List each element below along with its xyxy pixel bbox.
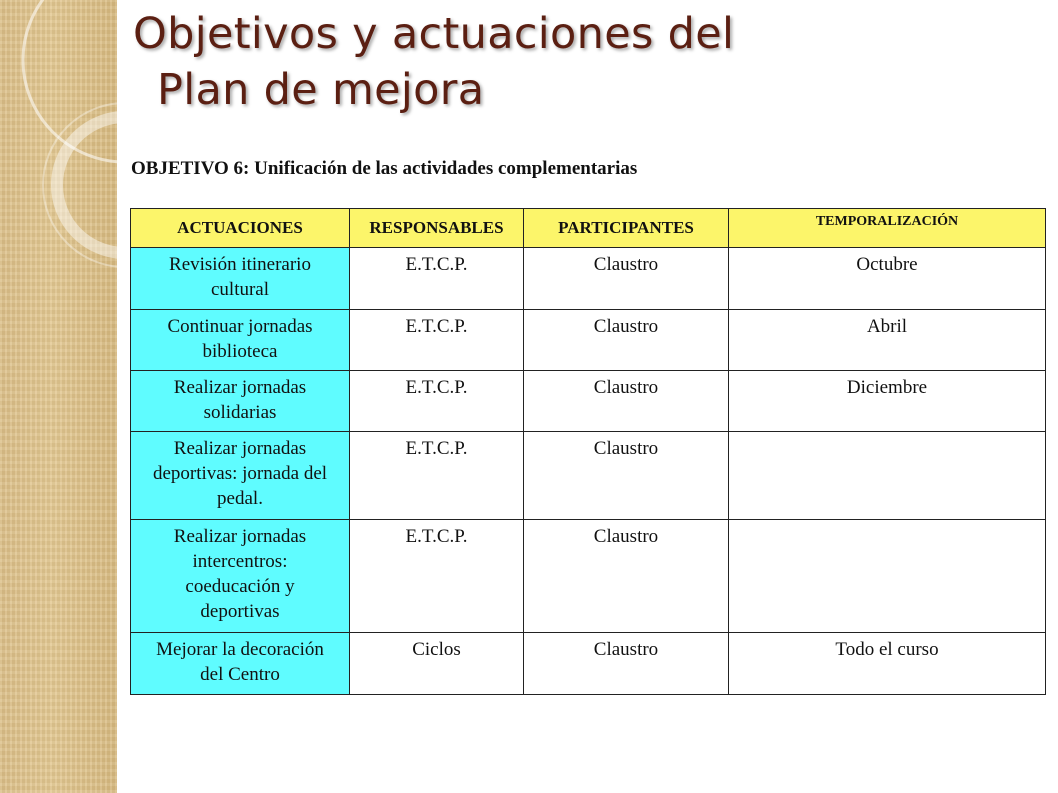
cell-participantes: Claustro — [524, 248, 729, 310]
table-row — [131, 432, 1046, 520]
cell-actuacion — [131, 633, 350, 695]
actuacion-line: Mejorar la decoración — [156, 639, 324, 660]
actuacion-line: Revisión itinerario — [169, 254, 311, 275]
table-row — [131, 248, 1046, 310]
cell-temporalizacion — [729, 520, 1046, 633]
decorative-circles — [0, 0, 117, 793]
cell-actuacion — [131, 248, 350, 310]
actuacion-line: solidarias — [203, 402, 277, 423]
cell-responsables: Ciclos — [350, 633, 524, 695]
actuacion-line: coeducación y — [185, 576, 295, 597]
cell-responsables: E.T.C.P. — [350, 520, 524, 633]
actuacion-line: intercentros: — [192, 551, 288, 572]
objective-heading: OBJETIVO 6: Unificación de las actividades complementarias — [131, 158, 638, 179]
cell-actuacion — [131, 310, 350, 371]
actuacion-line: deportivas — [200, 601, 280, 622]
cell-responsables: E.T.C.P. — [350, 310, 524, 371]
actions-table — [130, 208, 1046, 695]
actuacion-line: Realizar jornadas — [173, 377, 307, 398]
header-participantes: PARTICIPANTES — [524, 209, 729, 248]
actuacion-line: del Centro — [200, 664, 280, 685]
cell-temporalizacion: Octubre — [729, 248, 1046, 310]
cell-participantes: Claustro — [524, 633, 729, 695]
actuacion-line: Realizar jornadas — [173, 438, 307, 459]
cell-temporalizacion: Todo el curso — [729, 633, 1046, 695]
table-row — [131, 520, 1046, 633]
cell-actuacion — [131, 520, 350, 633]
cell-participantes: Claustro — [524, 371, 729, 432]
actuacion-line: Realizar jornadas — [173, 526, 307, 547]
cell-actuacion — [131, 371, 350, 432]
header-row — [131, 209, 1046, 248]
title-line-2: Plan de mejora — [157, 65, 485, 115]
cell-temporalizacion: Abril — [729, 310, 1046, 371]
cell-responsables: E.T.C.P. — [350, 248, 524, 310]
cell-responsables: E.T.C.P. — [350, 432, 524, 520]
cell-temporalizacion — [729, 432, 1046, 520]
cell-participantes: Claustro — [524, 310, 729, 371]
actuacion-line: cultural — [210, 279, 270, 300]
header-responsables: RESPONSABLES — [350, 209, 524, 248]
actuacion-line: biblioteca — [202, 341, 278, 362]
decorative-side-strip — [0, 0, 117, 793]
cell-temporalizacion: Diciembre — [729, 371, 1046, 432]
actuacion-line: deportivas: jornada del — [152, 463, 328, 484]
slide-title — [133, 6, 734, 118]
title-line-1: Objetivos y actuaciones del — [133, 9, 735, 59]
cell-actuacion — [131, 432, 350, 520]
table-row — [131, 310, 1046, 371]
cell-participantes: Claustro — [524, 520, 729, 633]
table-row — [131, 371, 1046, 432]
cell-participantes: Claustro — [524, 432, 729, 520]
header-temporalizacion: TEMPORALIZACIÓN — [729, 209, 1046, 248]
cell-responsables: E.T.C.P. — [350, 371, 524, 432]
actuacion-line: pedal. — [217, 488, 263, 509]
table-row — [131, 633, 1046, 695]
header-actuaciones: ACTUACIONES — [131, 209, 350, 248]
actuacion-line: Continuar jornadas — [167, 316, 313, 337]
